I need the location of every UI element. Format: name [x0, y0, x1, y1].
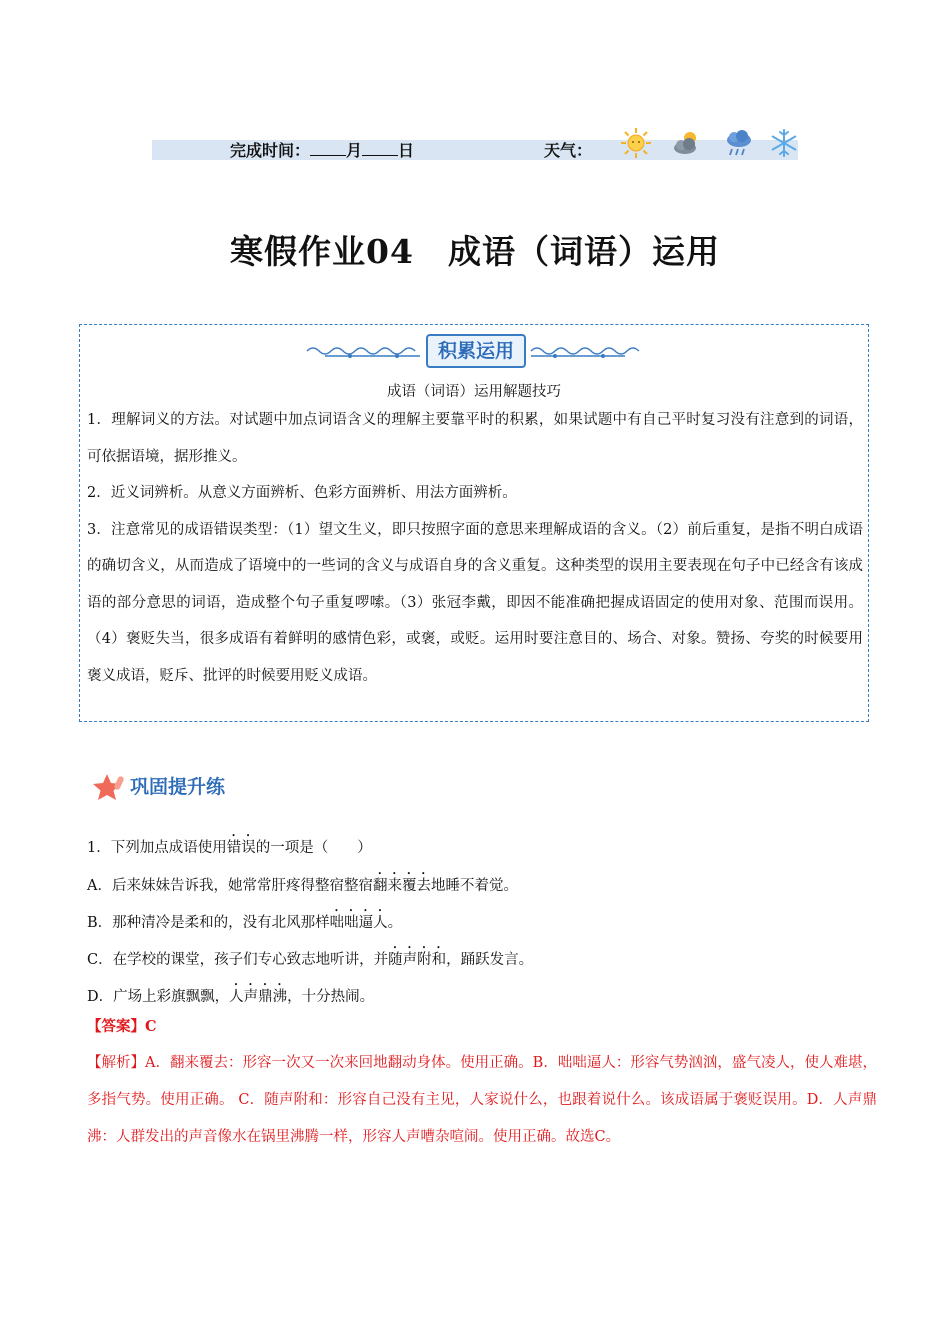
month-label: 月 — [346, 141, 363, 160]
answer: 【答案】C — [87, 1018, 157, 1035]
weather-label: 天气： — [544, 141, 593, 160]
snow-icon — [767, 126, 801, 160]
accumulation-body — [87, 402, 863, 694]
option-text: 。 — [387, 915, 403, 931]
stem-text: 1．下列加点成语使用 — [87, 840, 227, 856]
question-stem — [87, 832, 877, 858]
day-label: 日 — [398, 141, 415, 160]
option-d — [87, 981, 877, 1007]
tip-paragraph: 2．近义词辨析。从意义方面辨析、色彩方面辨析、用法方面辨析。 — [87, 485, 517, 501]
option-text: C．在学校的课堂，孩子们专心致志地听讲，并 — [87, 952, 389, 968]
option-a — [87, 870, 877, 896]
option-idiom: 翻来覆去 — [372, 878, 431, 894]
option-idiom: 咄咄逼人 — [329, 915, 388, 931]
option-text: D．广场上彩旗飘飘， — [87, 989, 230, 1005]
completion-time — [230, 140, 414, 162]
option-text: ，十分热闹。 — [287, 989, 375, 1005]
option-idiom: 人声鼎沸 — [229, 989, 288, 1005]
explanation: 【解析】A．翻来覆去：形容一次又一次来回地翻动身体。使用正确。B．咄咄逼人：形容气势汹汹，盛气凌人，使人难堪，多指气势。使用正确。 C．随声附和：形容自己没有主见，人家说什么，也跟着说什么。该成语属于褒贬误用。D．人声鼎沸：人群发出的声音像水在锅里沸腾一样，形容人声嘈杂喧闹。使用正确。故选C。 — [87, 1055, 877, 1145]
page-title: 寒假作业04 成语（词语）运用 — [230, 232, 720, 271]
option-c — [87, 944, 877, 970]
option-idiom: 随声附和 — [388, 952, 447, 968]
accumulation-subtitle: 成语（词语）运用解题技巧 — [387, 384, 561, 400]
practice-heading — [92, 770, 292, 802]
completion-label: 完成时间： — [230, 141, 311, 160]
tip-paragraph: 3．注意常见的成语错误类型：（1）望文生义，即只按照字面的意思来理解成语的含义。（2）前后重复，是指不明白成语的确切含义，从而造成了语境中的一些词的含义与成语自身的含义重复。这种类型的误用主要表现在句子中已经含有该成语的部分意思的词语，造成整个句子重复啰嗦。（3）张冠李戴，即因不能准确把握成语固定的使用对象、范围而误用。（4）褒贬失当，很多成语有着鲜明的感情色彩，或褒，或贬。运用时要注意目的、场合、对象。赞扬、夸奖的时候要用褒义成语，贬斥、批评的时候要用贬义成语。 — [87, 521, 863, 684]
option-text: 地睡不着觉。 — [430, 878, 518, 894]
option-text: ，踊跃发言。 — [446, 952, 534, 968]
tip-paragraph: 1．理解词义的方法。对试题中加点词语含义的理解主要靠平时的积累，如果试题中有自己平时复习没有注意到的词语，可依据语境，据形推义。 — [87, 412, 863, 465]
star-icon — [92, 772, 126, 802]
practice-heading-label: 巩固提升练 — [130, 776, 226, 798]
sunny-icon — [619, 126, 653, 160]
accumulation-banner: 积累运用 — [426, 334, 526, 368]
option-b — [87, 907, 877, 933]
day-blank — [362, 141, 398, 156]
month-blank — [310, 141, 346, 156]
option-text: A．后来妹妹告诉我，她常常肝疼得整宿整宿 — [87, 878, 373, 894]
option-text: B．那种清冷是柔和的，没有北风那样 — [87, 915, 330, 931]
stem-text: 的一项是（ ） — [255, 840, 372, 856]
stem-dotted-word: 错误 — [226, 840, 256, 856]
rain-icon — [722, 126, 756, 160]
cloudy-icon — [670, 126, 704, 160]
